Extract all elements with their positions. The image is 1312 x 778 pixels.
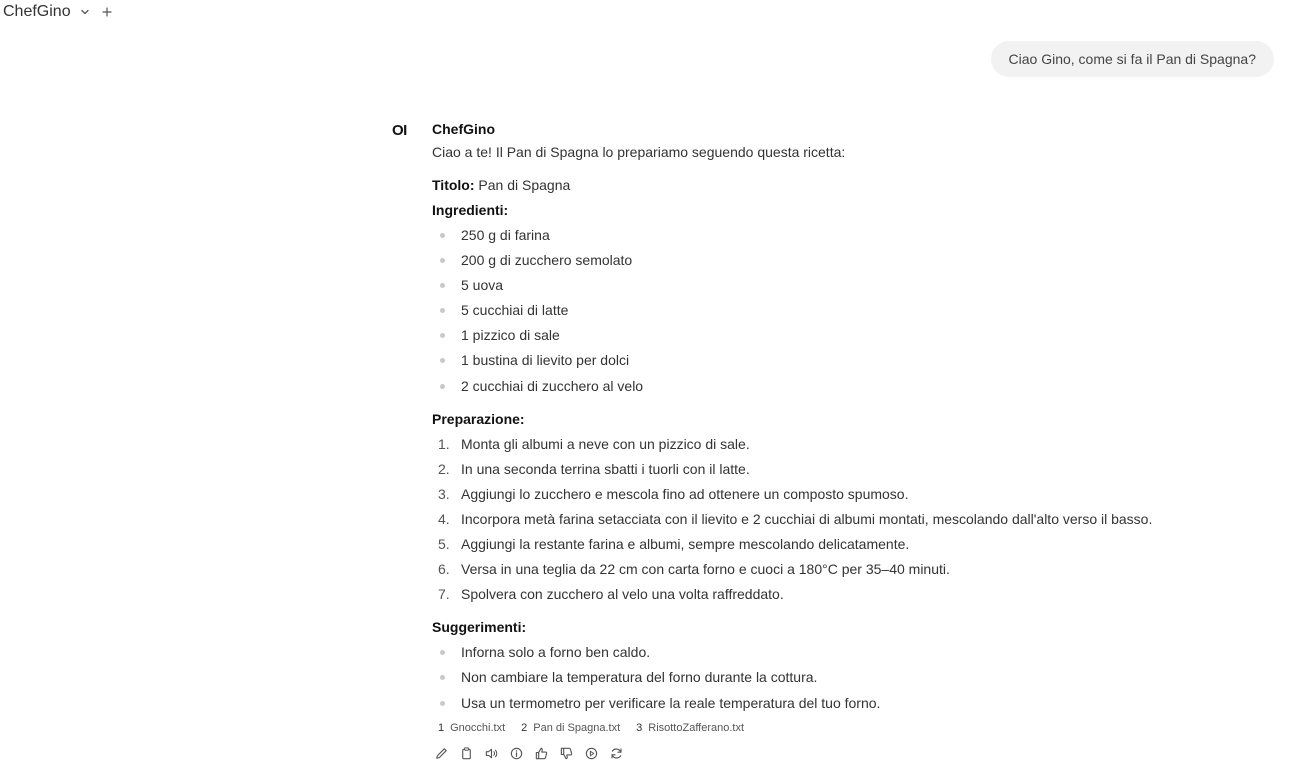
tip-item: Usa un termometro per verificare la reale temperatura del tuo forno. — [432, 691, 1272, 716]
chevron-down-icon[interactable] — [77, 4, 93, 20]
thumbs-down-icon[interactable] — [557, 745, 575, 763]
title-value: Pan di Spagna — [474, 177, 571, 193]
step-number: 5. — [438, 536, 450, 553]
step-item — [432, 432, 1272, 457]
add-model-icon[interactable] — [99, 4, 115, 20]
source-filename: Pan di Spagna.txt — [533, 721, 621, 734]
step-number: 1. — [438, 435, 450, 452]
step-number: 6. — [438, 561, 450, 578]
assistant-content — [432, 118, 1272, 763]
ingredient-item: 5 uova — [432, 273, 1272, 298]
step-number: 4. — [438, 510, 450, 527]
step-text: Versa in una teglia da 22 cm con carta forno e cuoci a 180°C per 35–40 minuti. — [461, 561, 950, 578]
step-item — [432, 532, 1272, 557]
step-number: 2. — [438, 460, 450, 477]
ingredient-item: 1 pizzico di sale — [432, 323, 1272, 348]
ingredient-item: 2 cucchiai di zucchero al velo — [432, 374, 1272, 399]
top-bar — [3, 0, 115, 24]
thumbs-up-icon[interactable] — [532, 745, 550, 763]
source-citation[interactable] — [630, 721, 748, 735]
preparation-heading: Preparazione: — [432, 410, 525, 427]
step-text: In una seconda terrina sbatti i tuorli con il latte. — [461, 460, 750, 477]
sources-row — [432, 719, 1272, 737]
step-text: Aggiungi lo zucchero e mescola fino ad ottenere un composto spumoso. — [461, 485, 909, 502]
model-selector-label[interactable]: ChefGino — [3, 3, 71, 20]
source-number: 2 — [521, 721, 528, 734]
ingredients-heading: Ingredienti: — [432, 202, 509, 218]
step-number: 3. — [438, 485, 450, 502]
step-item — [432, 457, 1272, 482]
source-citation[interactable] — [515, 721, 624, 735]
copy-icon[interactable] — [457, 745, 475, 763]
info-icon[interactable] — [507, 745, 525, 763]
source-citation[interactable] — [432, 721, 509, 735]
source-filename: RisottoZafferano.txt — [648, 721, 745, 734]
step-text: Aggiungi la restante farina e albumi, sempre mescolando delicatamente. — [461, 536, 910, 553]
step-text: Monta gli albumi a neve con un pizzico di sale. — [461, 435, 750, 452]
step-text: Spolvera con zucchero al velo una volta raffreddato. — [461, 586, 784, 603]
ingredient-item: 1 bustina di lievito per dolci — [432, 348, 1272, 373]
ingredient-item: 200 g di zucchero semolato — [432, 248, 1272, 273]
ingredient-item: 5 cucchiai di latte — [432, 298, 1272, 323]
ingredients-list — [432, 223, 1272, 399]
step-item — [432, 482, 1272, 507]
edit-icon[interactable] — [432, 745, 450, 763]
source-number: 3 — [636, 721, 643, 734]
continue-icon[interactable] — [582, 745, 600, 763]
user-message-bubble: Ciao Gino, come si fa il Pan di Spagna? — [991, 41, 1274, 77]
step-number: 7. — [438, 586, 450, 603]
title-line — [432, 173, 1272, 198]
step-item — [432, 557, 1272, 582]
tip-item: Inforna solo a forno ben caldo. — [432, 640, 1272, 665]
tips-heading: Suggerimenti: — [432, 619, 527, 636]
intro-text: Ciao a te! Il Pan di Spagna lo prepariamo seguendo questa ricetta: — [432, 144, 846, 160]
assistant-name: ChefGino — [432, 121, 495, 137]
regenerate-icon[interactable] — [607, 745, 625, 763]
source-number: 1 — [438, 721, 445, 734]
title-label: Titolo: — [432, 177, 475, 193]
ingredient-item: 250 g di farina — [432, 223, 1272, 248]
message-actions — [432, 745, 1272, 763]
steps-list — [432, 432, 1272, 608]
tips-list — [432, 640, 1272, 715]
source-filename: Gnocchi.txt — [450, 721, 506, 734]
step-item — [432, 582, 1272, 607]
step-item — [432, 507, 1272, 532]
step-text: Incorpora metà farina setacciata con il lievito e 2 cucchiai di albumi montati, mescolando dall'alto verso il basso. — [461, 510, 1153, 527]
tip-item: Non cambiare la temperatura del forno durante la cottura. — [432, 665, 1272, 690]
read-aloud-icon[interactable] — [482, 745, 500, 763]
assistant-avatar: OI — [392, 122, 407, 139]
